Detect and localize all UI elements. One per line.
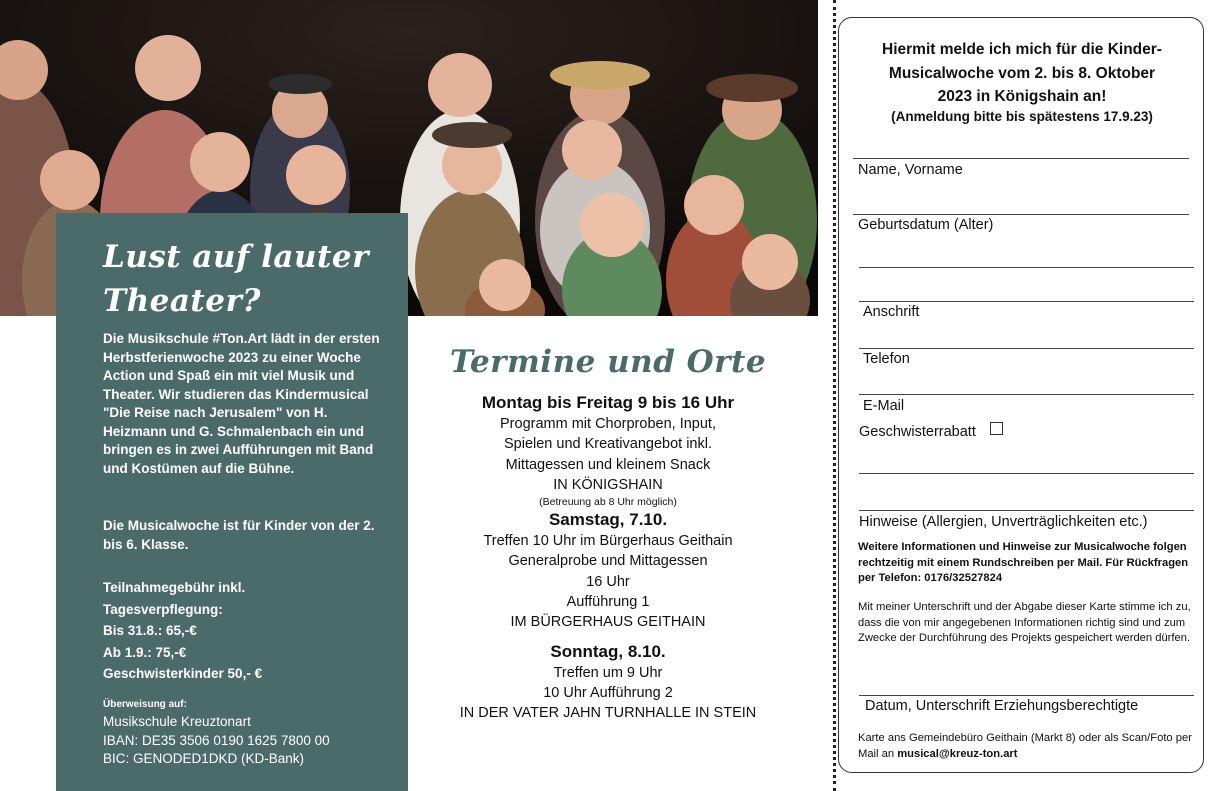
block-line: Mittagessen und kleinem Snack: [505, 456, 711, 473]
block-title: Montag bis Freitag 9 bis 16 Uhr: [481, 393, 735, 412]
bank-line: IBAN: DE35 3506 0190 1625 7800 00: [103, 732, 330, 748]
block-line: Treffen 10 Uhr im Bürgerhaus Geithain: [483, 533, 733, 550]
fee-line: Bis 31.8.: 65,-€: [103, 623, 197, 638]
bank-line: BIC: GENODED1DKD (KD-Bank): [103, 751, 305, 766]
block-line: IN DER VATER JAHN TURNHALLE IN STEIN: [459, 705, 757, 722]
headline: Lust auf lauter Theater?: [103, 239, 369, 319]
block-line: IM BÜRGERHAUS GEITHAIN: [510, 614, 706, 631]
field-line: [859, 394, 1194, 395]
field-line: [859, 301, 1194, 302]
card-title-line: Hiermit melde ich mich für die Kinder-: [882, 41, 1162, 58]
footer-text: [858, 730, 1194, 762]
contact-email[interactable]: musical@kreuz-ton.art: [897, 748, 1018, 760]
field-line: [859, 473, 1194, 474]
footer-prefix: Karte ans Gemeindebüro Geithain (Markt 8) oder als Scan/Foto per Mail an: [858, 732, 1192, 760]
audience-text: Die Musicalwoche ist für Kinder von der 2. bis 6. Klasse.: [103, 518, 375, 552]
transfer-label: Überweisung auf:: [103, 699, 187, 710]
block-line: Spielen und Kreativangebot inkl.: [504, 436, 712, 453]
signature-line: [859, 695, 1194, 696]
sibling-discount-checkbox[interactable]: [990, 422, 1003, 435]
card-title-line: Musicalwoche vom 2. bis 8. Oktober: [888, 65, 1156, 82]
schedule-section: [436, 340, 780, 724]
signature-label: Datum, Unterschrift Erziehungsberechtigte: [865, 698, 1139, 714]
name-field-label: Name, Vorname: [858, 162, 963, 178]
schedule-heading: Termine und Orte: [449, 344, 767, 380]
field-line: [859, 348, 1194, 349]
block-line: Treffen um 9 Uhr: [553, 664, 663, 681]
block-line: 10 Uhr Aufführung 2: [543, 684, 673, 701]
phone-field-label: Telefon: [863, 351, 910, 367]
consent-text: Mit meiner Unterschrift und der Abgabe dieser Karte stimme ich zu, dass die von mir angegebenen Informationen richtig sind und zum Zwecke der Durchführung des Projekts gespeichert werden dürfen.: [858, 601, 1191, 644]
card-deadline: (Anmeldung bitte bis spätestens 17.9.23): [891, 109, 1153, 124]
bank-line: Musikschule Kreuztonart: [103, 714, 251, 729]
sibling-discount-label: Geschwisterrabatt: [859, 424, 976, 440]
notes-field-label: Hinweise (Allergien, Unverträglichkeiten etc.): [859, 514, 1148, 530]
block-title: Sonntag, 8.10.: [550, 641, 666, 661]
sibling-discount-row: [859, 422, 1003, 440]
block-title: Samstag, 7.10.: [548, 510, 668, 530]
block-line: Programm mit Chorproben, Input,: [500, 416, 716, 432]
intro-text: Die Musikschule #Ton.Art lädt in der ersten Herbstferienwoche 2023 zu einer Woche Action und Spaß ein mit viel Musik und Theater. Wir studieren das Kindermusical "Die Reise nach Jerusalem" von H. Heizmann und G. Schmalenbach ein und bringen es in zwei Aufführungen mit Band und Kostümen auf die Bühne.: [103, 331, 380, 476]
field-line: [859, 510, 1194, 511]
field-line: [853, 214, 1189, 215]
registration-card: [838, 17, 1204, 773]
block-line: Generalprobe und Mittagessen: [508, 553, 708, 570]
field-line: [859, 267, 1194, 268]
block-note: (Betreuung ab 8 Uhr möglich): [539, 496, 677, 509]
intro-panel: [56, 213, 408, 791]
card-title-line: 2023 in Königshain an!: [937, 88, 1107, 105]
fee-label: Teilnahmegebühr inkl. Tagesverpflegung:: [103, 580, 246, 617]
block-line: IN KÖNIGSHAIN: [553, 476, 663, 493]
block-line: 16 Uhr: [586, 573, 630, 590]
address-field-label: Anschrift: [863, 304, 920, 320]
info-text: Weitere Informationen und Hinweise zur Musicalwoche folgen rechtzeitig mit einem Rundschreiben per Mail. Für Rückfragen per Telefon: 0176/32527824: [858, 541, 1189, 584]
block-line: Aufführung 1: [566, 594, 650, 611]
fee-line: Ab 1.9.: 75,-€: [103, 644, 187, 660]
fee-line: Geschwisterkinder 50,- €: [103, 666, 263, 681]
field-line: [853, 158, 1189, 159]
birthdate-field-label: Geburtsdatum (Alter): [858, 217, 994, 233]
email-field-label: E-Mail: [863, 398, 905, 414]
